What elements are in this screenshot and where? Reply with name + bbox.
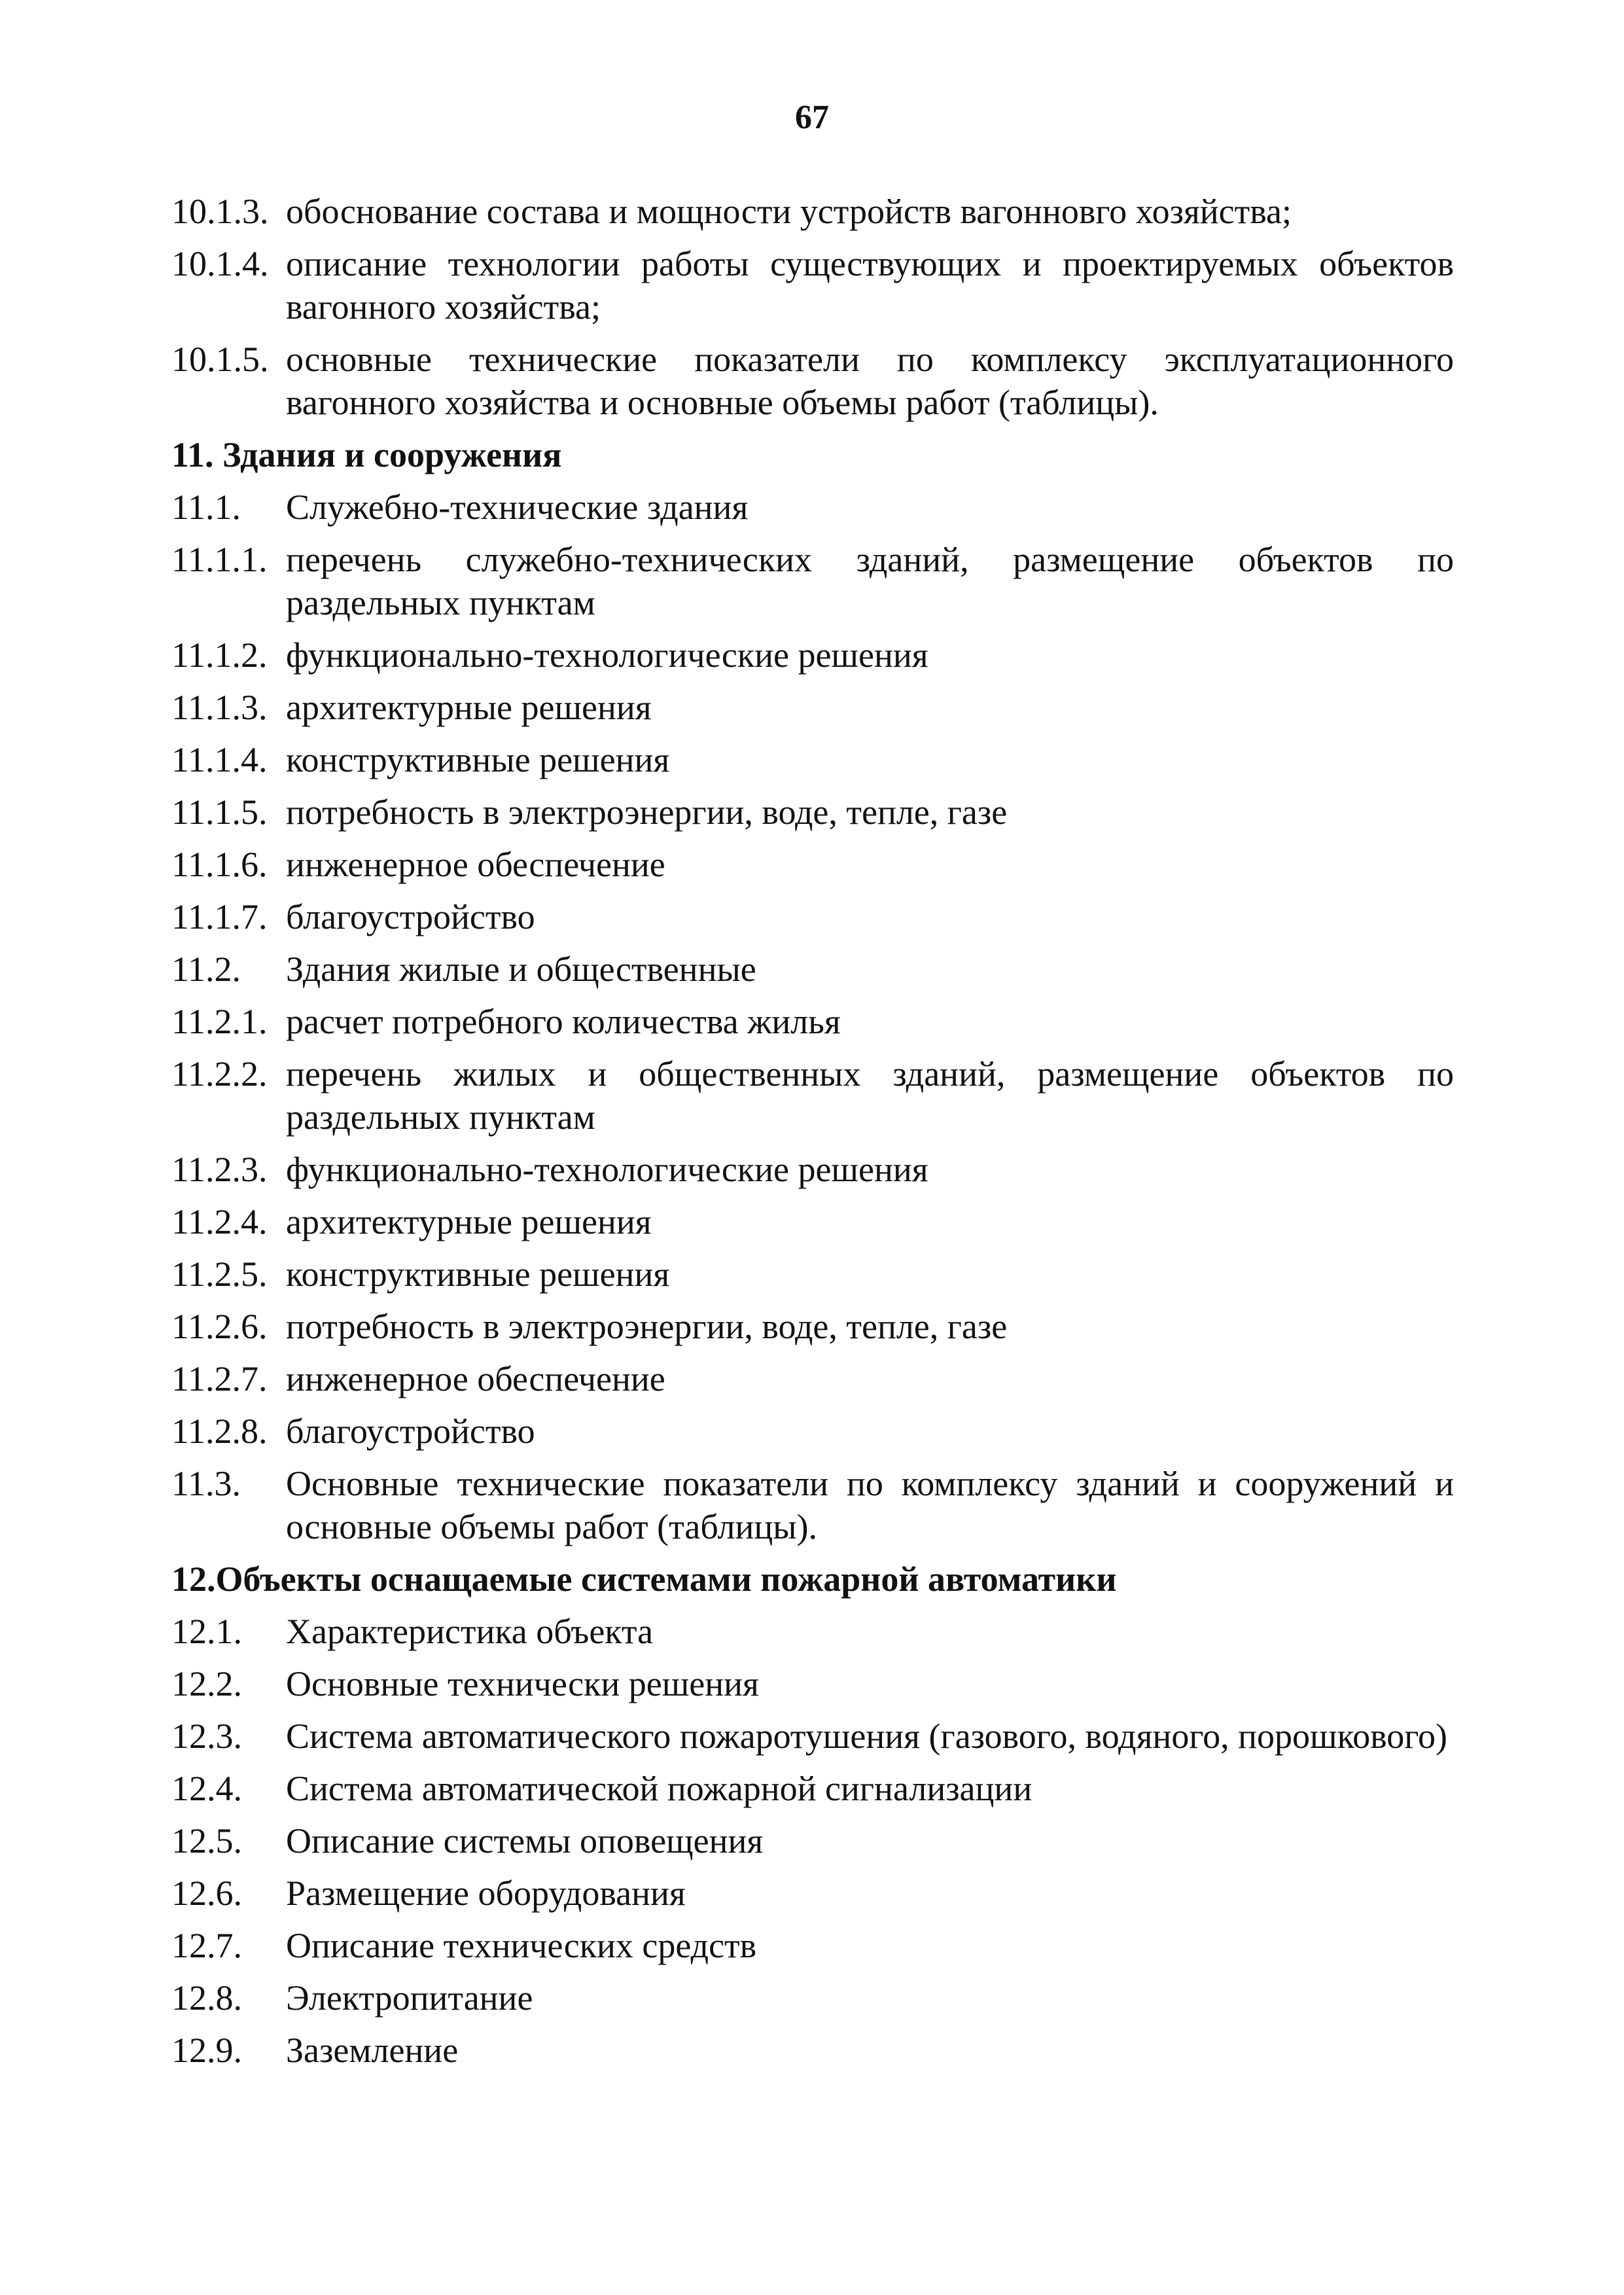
item-number: 11.2.7.: [171, 1359, 268, 1398]
list-item-11-2-8: [171, 1410, 1454, 1453]
item-number: 11.2.6.: [171, 1307, 268, 1346]
item-text: инженерное обеспечение: [286, 1359, 665, 1398]
list-item-12-9: [171, 2029, 1454, 2072]
item-number: 11.1.4.: [171, 740, 268, 779]
item-text: Характеристика объекта: [286, 1612, 654, 1651]
item-number: 11.1.6.: [171, 845, 268, 884]
list-item-12-7: [171, 1924, 1454, 1967]
item-text: благоустройство: [286, 897, 535, 936]
item-text: потребность в электроэнергии, воде, тепле, газе: [286, 792, 1008, 832]
item-text: перечень жилых и общественных зданий, размещение объектов по раздельных пунктам: [286, 1054, 1454, 1137]
item-text: Заземление: [286, 2031, 459, 2070]
list-item-11-2-3: [171, 1148, 1454, 1191]
item-text: Описание технических средств: [286, 1926, 757, 1965]
list-item-11-1-2: [171, 633, 1454, 677]
item-number: 11.2.5.: [171, 1254, 268, 1294]
item-text: архитектурные решения: [286, 1202, 652, 1241]
item-text: благоустройство: [286, 1412, 535, 1451]
item-text: Электропитание: [286, 1978, 533, 2018]
list-item-11-1-3: [171, 686, 1454, 729]
item-number: 11.1.5.: [171, 792, 268, 832]
list-item-11-2-7: [171, 1357, 1454, 1400]
item-number: 12.1.: [171, 1612, 242, 1651]
item-text: Основные технические показатели по комплексу зданий и сооружений и основные объемы работ (таблицы).: [286, 1464, 1454, 1546]
item-number: 11.2.8.: [171, 1412, 268, 1451]
item-text: Служебно-технические здания: [286, 488, 749, 527]
item-number: 11.1.1.: [171, 540, 268, 579]
item-text: инженерное обеспечение: [286, 845, 665, 884]
page-number: 67: [795, 99, 829, 136]
item-number: 12.3.: [171, 1717, 242, 1756]
section-12-heading: 12.Объекты оснащаемые системами пожарной автоматики: [171, 1559, 1117, 1599]
section-11-heading: 11. Здания и сооружения: [171, 435, 562, 474]
list-item-11-2-6: [171, 1305, 1454, 1348]
item-number: 11.2.3.: [171, 1150, 268, 1189]
item-number: 11.2.1.: [171, 1002, 268, 1041]
item-text: расчет потребного количества жилья: [286, 1002, 841, 1041]
list-item-11-1-6: [171, 843, 1454, 886]
item-number: 11.2.: [171, 950, 241, 989]
item-text: конструктивные решения: [286, 1254, 670, 1294]
item-text: основные технические показатели по комплексу эксплуатационного вагонного хозяйства и основные объемы работ (таблицы).: [286, 340, 1454, 422]
item-number: 11.3.: [171, 1464, 241, 1503]
list-item-11-3: [171, 1462, 1454, 1548]
item-text: Здания жилые и общественные: [286, 950, 756, 989]
item-number: 11.1.: [171, 488, 241, 527]
item-text: Система автоматической пожарной сигнализации: [286, 1769, 1033, 1808]
item-text: обоснование состава и мощности устройств вагонновго хозяйства;: [286, 192, 1292, 231]
item-text: функционально-технологические решения: [286, 1150, 928, 1189]
item-text: конструктивные решения: [286, 740, 670, 779]
item-text: описание технологии работы существующих и проектируемых объектов вагонного хозяйства;: [286, 244, 1454, 327]
list-item-12-1: [171, 1610, 1454, 1653]
item-number: 12.4.: [171, 1769, 242, 1808]
item-number: 11.2.2.: [171, 1054, 268, 1094]
list-item-11-1-4: [171, 738, 1454, 781]
list-item-11-2-2: [171, 1052, 1454, 1139]
item-text: Основные технически решения: [286, 1664, 759, 1703]
list-item-12-5: [171, 1819, 1454, 1862]
item-number: 10.1.5.: [171, 340, 269, 379]
item-number: 12.2.: [171, 1664, 242, 1703]
item-text: функционально-технологические решения: [286, 635, 928, 675]
item-text: архитектурные решения: [286, 688, 652, 727]
list-item-11-2-5: [171, 1253, 1454, 1296]
item-number: 12.6.: [171, 1874, 242, 1913]
item-text: потребность в электроэнергии, воде, тепле, газе: [286, 1307, 1008, 1346]
item-number: 11.1.7.: [171, 897, 268, 936]
item-text: Описание системы оповещения: [286, 1821, 764, 1860]
list-item-11-1-1: [171, 538, 1454, 624]
list-item-12-8: [171, 1976, 1454, 2019]
item-number: 12.9.: [171, 2031, 242, 2070]
item-text: Система автоматического пожаротушения (газового, водяного, порошкового): [286, 1717, 1448, 1756]
item-number: 12.7.: [171, 1926, 242, 1965]
list-item-10-1-3: [171, 190, 1454, 233]
list-item-11-1-7: [171, 895, 1454, 938]
list-item-11-2-4: [171, 1200, 1454, 1243]
list-item-12-6: [171, 1872, 1454, 1915]
item-number: 11.1.2.: [171, 635, 268, 675]
list-item-10-1-4: [171, 242, 1454, 329]
item-number: 10.1.4.: [171, 244, 269, 283]
item-number: 12.5.: [171, 1821, 242, 1860]
item-number: 12.8.: [171, 1978, 242, 2018]
list-item-10-1-5: [171, 338, 1454, 424]
list-item-11-2: [171, 948, 1454, 991]
list-item-12-3: [171, 1715, 1454, 1758]
list-item-11-1: [171, 486, 1454, 529]
item-text: перечень служебно-технических зданий, размещение объектов по раздельных пунктам: [286, 540, 1454, 622]
document-body: [171, 190, 1454, 2081]
list-item-12-4: [171, 1767, 1454, 1810]
item-number: 11.2.4.: [171, 1202, 268, 1241]
list-item-12-2: [171, 1662, 1454, 1705]
item-number: 11.1.3.: [171, 688, 268, 727]
list-item-11-2-1: [171, 1000, 1454, 1043]
item-text: Размещение оборудования: [286, 1874, 686, 1913]
item-number: 10.1.3.: [171, 192, 269, 231]
list-item-11-1-5: [171, 791, 1454, 834]
